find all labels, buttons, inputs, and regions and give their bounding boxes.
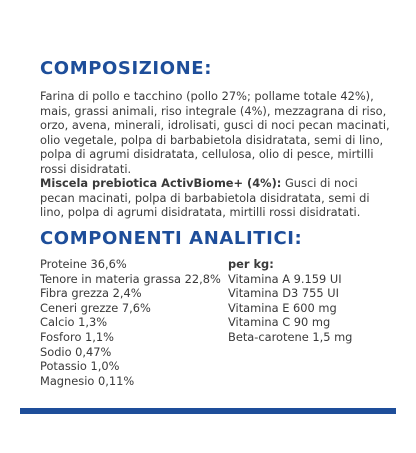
analytical-left-list [40,257,221,388]
analytical-item: Proteine 36,6% [40,257,127,271]
footer-divider-bar [20,408,396,414]
vitamin-item: Vitamina E 600 mg [228,300,337,315]
composition-heading: COMPOSIZIONE: [40,58,212,79]
composition-ingredients: Farina di pollo e tacchino (pollo 27%; pollame totale 42%), mais, grassi animali, riso integrale (4%), mezzagrana di riso, orzo, avena, minerali, idrolisati, gusci di noci pecan macinati, olio vegetale, polpa di barbabietola disidratata, semi di lino, polpa di agrumi disidratata, cellulosa, olio di pesce, mirtilli rossi disidratati. [40,89,390,176]
analytical-item: Ceneri grezze 7,6% [40,300,151,315]
vitamin-item: Vitamina A 9.159 UI [228,271,342,286]
analytical-item: Calcio 1,3% [40,315,108,330]
analytical-item: Sodio 0,47% [40,344,112,359]
analytical-item: Potassio 1,0% [40,359,120,374]
prebiotic-paragraph [40,176,390,220]
per-kg-heading: per kg: [228,257,274,271]
analytical-item: Fibra grezza 2,4% [40,286,142,301]
vitamin-item: Vitamina D3 755 UI [228,286,339,301]
analytical-item: Fosforo 1,1% [40,329,114,344]
vitamin-item: Vitamina C 90 mg [228,315,331,330]
vitamin-item: Beta-carotene 1,5 mg [228,329,353,344]
prebiotic-ingredients: Gusci di noci pecan macinati, polpa di barbabietola disidratata, semi di lino, polpa di agrumi disidratata, mirtilli rossi disidratati. [40,176,370,219]
analytical-heading: COMPONENTI ANALITICI: [40,228,303,249]
prebiotic-label: Miscela prebiotica ActivBiome+ (4%): [40,176,282,190]
analytical-right-list [228,257,352,345]
composition-text [40,89,390,220]
analytical-item: Tenore in materia grassa 22,8% [40,271,221,286]
analytical-item: Magnesio 0,11% [40,373,135,388]
